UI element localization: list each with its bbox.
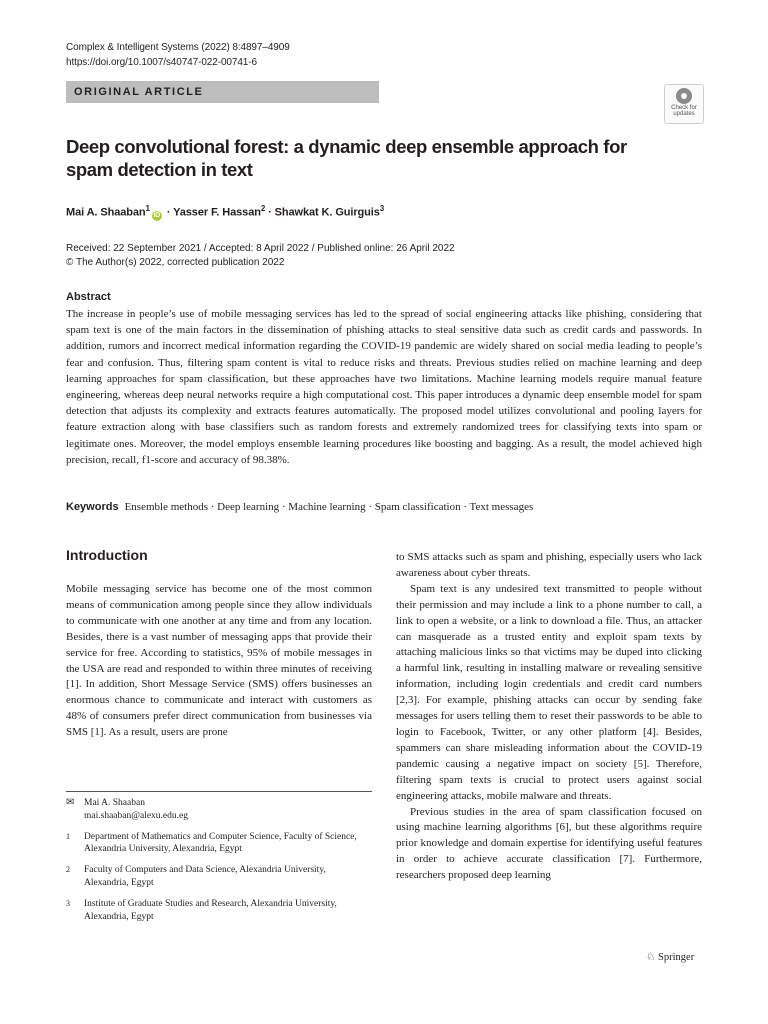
author-name[interactable]: Yasser F. Hassan (173, 206, 261, 219)
article-type-banner: ORIGINAL ARTICLE (66, 81, 379, 103)
publisher-logo (646, 951, 694, 963)
body-paragraph: Previous studies in the area of spam classification focused on using machine learning algorithms [6], but these algorithms require prior knowledge and domain expertise for identifying useful features in order to achieve accurate classification [7]. Furthermore, researchers proposed deep learning (396, 805, 702, 882)
abstract-text: The increase in people’s use of mobile messaging services has led to the spread of social engineering attacks like phishing, considering that spam text is one of the main factors in the dissemination of phishing attacks to steal sensitive data such as credit cards and passwords. In addition, rumors and incorrect medical information regarding the COVID-19 pandemic are widely shared on social media leading to people’s fear and confusion. Thus, filtering spam content is vital to reduce risks and threats. Previous studies relied on machine learning and deep learning approaches for spam classification, but these approaches have two limitations. Machine learning models require manual feature engineering, whereas deep neural networks require a high computational cost. This paper introduces a dynamic deep ensemble model for spam detection that adjusts its complexity and extracts features automatically. The proposed model utilizes convolutional and pooling layers for feature extraction along with base classifiers such as random forests and extremely randomized trees for classifying texts into spam or legitimate ones. Moreover, the model employs ensemble learning procedures like boosting and bagging. As a result, the model achieved high precision, recall, f1-score and accuracy of 98.38%. (66, 308, 702, 466)
affiliation-text: Faculty of Computers and Data Science, Alexandria University, Alexandria, Egypt (84, 865, 326, 888)
affiliation-1 (66, 831, 372, 857)
doi-link[interactable]: https://doi.org/10.1007/s40747-022-00741-6 (66, 57, 257, 68)
envelope-icon: ✉ (66, 797, 75, 808)
author-name[interactable]: Mai A. Shaaban (66, 206, 146, 219)
title-line-2: spam detection in text (66, 159, 253, 180)
journal-line: Complex & Intelligent Systems (2022) 8:4897–4909 (66, 42, 290, 53)
history-dates: Received: 22 September 2021 / Accepted: 8 April 2022 / Published online: 26 April 2022 (66, 243, 455, 254)
affiliation-text: Department of Mathematics and Computer Science, Faculty of Science, Alexandria University, Alexandria, Egypt (84, 831, 357, 855)
check-updates-icon (676, 88, 692, 104)
check-for-updates-badge[interactable] (664, 84, 704, 124)
author-affiliation-mark: 2 (260, 204, 266, 213)
copyright-line: © The Author(s) 2022, corrected publication 2022 (66, 257, 285, 268)
affiliation-3 (66, 898, 372, 924)
springer-horse-icon: ♘ (646, 952, 656, 963)
footnote-divider (66, 791, 372, 792)
body-paragraph: Mobile messaging service has become one of the most common means of communication among people since they allow individuals to communicate with one another at any time and from any location. Besides, there is a vast number of messaging apps that provide their service for free. According to statistics, 95% of mobile messages in the USA are read and responded to within three minutes of receiving [1]. In addition, Short Message Service (SMS) offers businesses an enormous chance to communicate and interact with customers as 48% of consumers prefer direct communication from businesses via SMS [1]. As a result, users are prone (66, 583, 372, 739)
footnotes (66, 797, 372, 931)
introduction-heading: Introduction (66, 547, 148, 563)
contact-name: Mai A. Shaaban (84, 798, 145, 808)
journal-citation (66, 40, 290, 70)
orcid-icon[interactable]: iD (153, 211, 161, 219)
affiliation-text: Institute of Graduate Studies and Research, Alexandria University, Alexandria, Egypt (84, 898, 337, 922)
affiliation-2 (66, 864, 372, 890)
author-name[interactable]: Shawkat K. Guirguis (274, 206, 380, 219)
body-paragraph: to SMS attacks such as spam and phishing, especially users who lack awareness about cyber threats. (396, 551, 702, 579)
author-affiliation-mark: 1 (145, 204, 150, 213)
title-line-1: Deep convolutional forest: a dynamic deep ensemble approach for (66, 136, 627, 157)
author-list (66, 204, 384, 221)
abstract-heading: Abstract (66, 291, 111, 303)
keywords-text: Ensemble methods · Deep learning · Machine learning · Spam classification · Text messages (124, 501, 534, 513)
check-updates-label-2: updates (673, 111, 695, 117)
contact-email[interactable]: mai.shaaban@alexu.edu.eg (84, 810, 188, 821)
affiliation-number: 2 (66, 865, 70, 875)
keywords-label: Keywords (66, 501, 119, 513)
keywords-line (66, 501, 706, 513)
author-affiliation-mark: 3 (379, 204, 385, 213)
left-column (66, 582, 372, 741)
author-separator: · (265, 206, 275, 219)
affiliation-number: 3 (66, 898, 70, 908)
body-paragraph: Spam text is any undesired text transmitted to people without their permission and may include a link to a phone number to call, a link to open a website, or a link to download a file. Thus, an attacker can masquerade as a trusted entity and exploit spam texts by attaching malicious links so that victims may be duped into clicking a harmful link, resulting in installing malware or revealing sensitive information, including login credentials and credit card numbers [2,3]. For example, phishing attacks can occur by sending fake messages for users telling them to reset their passwords to be able to login to Facebook, Twitter, or any other platform [4]. Besides, spammers can share misleading information about the COVID-19 pandemic causing a negative impact on society [5]. Therefore, filtering spam texts is crucial to protect users against social engineering attacks, mobile malware and threats. (396, 582, 702, 802)
author-separator: · (163, 206, 174, 219)
publication-dates (66, 242, 455, 270)
corresponding-author (66, 797, 372, 823)
paper-title (66, 135, 666, 181)
affiliation-number: 1 (66, 831, 70, 841)
right-column (396, 550, 702, 884)
check-updates-label-1: Check for (671, 105, 697, 111)
publisher-name: Springer (658, 952, 695, 963)
